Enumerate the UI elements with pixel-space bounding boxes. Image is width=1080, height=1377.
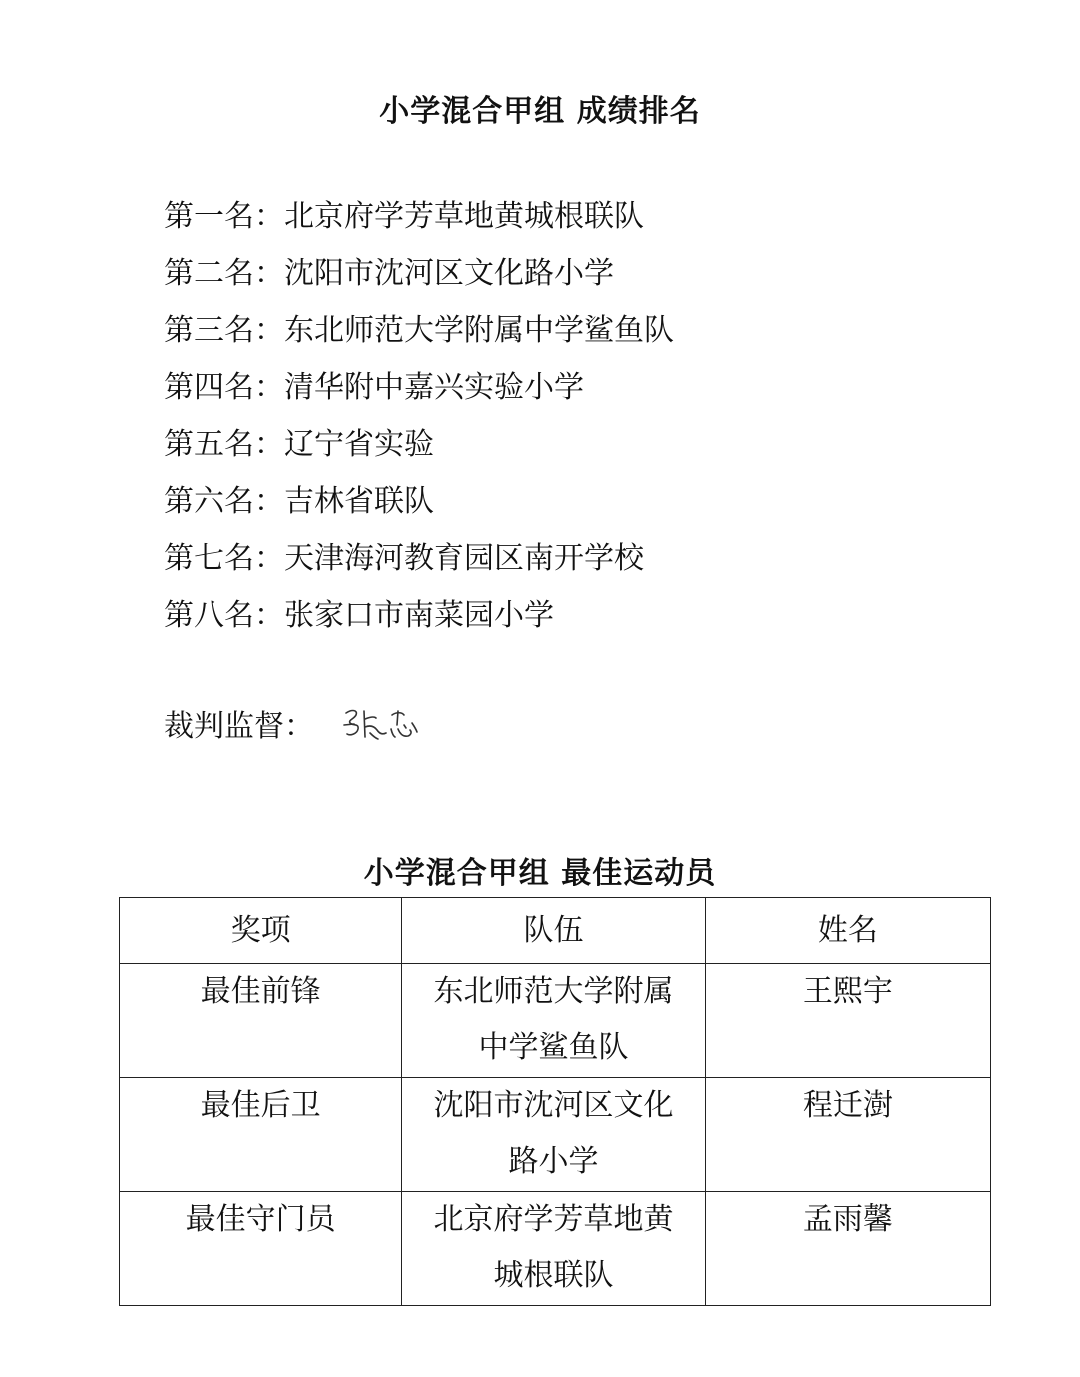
table-row — [120, 1192, 991, 1306]
team-cell — [402, 964, 705, 1078]
ranking-item: 第一名：北京府学芳草地黄城根联队 — [164, 199, 644, 234]
team-text: 沈阳市沈河区文化路小学 — [433, 1088, 674, 1179]
ranking-title: 小学混合甲组 成绩排名 — [379, 94, 701, 129]
best-players-title: 小学混合甲组 最佳运动员 — [363, 856, 717, 891]
player-name-cell: 孟雨馨 — [705, 1192, 990, 1306]
header-award: 奖项 — [120, 898, 402, 964]
ranking-item: 第六名：吉林省联队 — [164, 484, 434, 519]
team-cell — [402, 1078, 705, 1192]
team-cell — [402, 1192, 705, 1306]
team-text: 东北师范大学附属中学鲨鱼队 — [433, 974, 674, 1065]
referee-label: 裁判监督： — [164, 709, 314, 744]
team-text: 北京府学芳草地黄城根联队 — [433, 1202, 674, 1293]
ranking-item: 第七名：天津海河教育园区南开学校 — [164, 541, 644, 576]
table-row — [120, 1078, 991, 1192]
table-header-row — [120, 898, 991, 964]
player-name-cell: 王熙宇 — [705, 964, 990, 1078]
table-row — [120, 964, 991, 1078]
header-name: 姓名 — [705, 898, 990, 964]
referee-signature — [340, 703, 422, 747]
player-name-cell: 程迁澍 — [705, 1078, 990, 1192]
award-cell: 最佳后卫 — [120, 1078, 402, 1192]
header-team: 队伍 — [402, 898, 705, 964]
ranking-item: 第三名：东北师范大学附属中学鲨鱼队 — [164, 313, 674, 348]
best-players-table — [119, 897, 991, 1306]
ranking-item: 第八名：张家口市南菜园小学 — [164, 598, 554, 633]
award-cell: 最佳守门员 — [120, 1192, 402, 1306]
award-cell: 最佳前锋 — [120, 964, 402, 1078]
ranking-list — [164, 196, 674, 652]
ranking-item: 第二名：沈阳市沈河区文化路小学 — [164, 256, 614, 291]
ranking-item: 第五名：辽宁省实验 — [164, 427, 434, 462]
ranking-item: 第四名：清华附中嘉兴实验小学 — [164, 370, 584, 405]
